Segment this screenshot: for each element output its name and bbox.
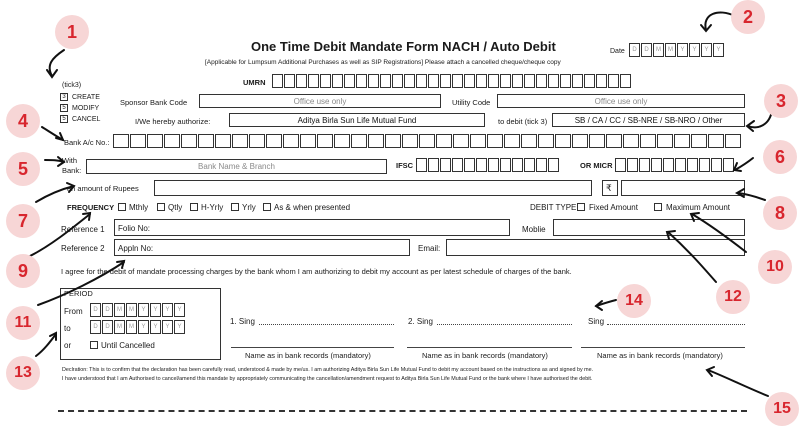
micr-label: OR MICR bbox=[580, 161, 613, 170]
date-cell[interactable]: Y bbox=[677, 43, 688, 57]
date-cell[interactable]: Y bbox=[713, 43, 724, 57]
option-mark: 5 bbox=[60, 104, 68, 112]
authorize-value: Aditya Birla Sun Life Mutual Fund bbox=[297, 116, 417, 125]
annotation-badge-7: 7 bbox=[6, 204, 40, 238]
frequency-option: Qtly bbox=[168, 203, 183, 212]
declaration-line-2: I have understood that I am Authorised to cancel/amend this mandate by appropriately communicating the cancellation/amendment request to Aditya Birla Sun Life Mutual Fund or the bank where I have authorised the debit. bbox=[62, 376, 593, 382]
annotation-badge-9: 9 bbox=[6, 254, 40, 288]
debit-type-option: Fixed Amount bbox=[589, 203, 638, 212]
date-cell[interactable]: D bbox=[629, 43, 640, 57]
option-label: CANCEL bbox=[72, 116, 101, 123]
signature2-label: 2. Sing bbox=[408, 317, 433, 326]
debit-to-label: to debit (tick 3) bbox=[498, 117, 548, 126]
utility-placeholder: Office use only bbox=[594, 97, 648, 106]
option-mark: 3 bbox=[60, 93, 68, 101]
annotation-badge-15: 15 bbox=[765, 392, 799, 426]
rupee-symbol: ₹ bbox=[606, 183, 612, 193]
signature3-label: Sing bbox=[588, 317, 605, 326]
authorize-label: I/We hereby authorize: bbox=[135, 117, 211, 126]
arrow-12 bbox=[668, 232, 716, 282]
annotation-badge-10: 10 bbox=[758, 250, 792, 284]
to-label: to bbox=[64, 324, 71, 333]
name-note-1: Name as in bank records (mandatory) bbox=[245, 351, 371, 360]
period-label: PERIOD bbox=[64, 289, 93, 298]
arrow-13 bbox=[36, 334, 56, 356]
date-cell[interactable]: M bbox=[653, 43, 664, 57]
option-label: CREATE bbox=[72, 94, 100, 101]
amount-label: an amount of Rupees bbox=[67, 184, 139, 193]
annotation-badge-6: 6 bbox=[763, 140, 797, 174]
tick-label: (tick3) bbox=[62, 82, 82, 89]
reference2-label: Reference 2 bbox=[61, 244, 105, 253]
annotation-badge-5: 5 bbox=[6, 152, 40, 186]
umrn-label: UMRN bbox=[243, 78, 266, 87]
sponsor-label: Sponsor Bank Code bbox=[120, 98, 188, 107]
annotation-badge-14: 14 bbox=[617, 284, 651, 318]
frequency-option: As & when presented bbox=[274, 203, 351, 212]
or-label: or bbox=[64, 341, 72, 350]
bank-ac-label: Bank A/c No.: bbox=[64, 138, 110, 147]
frequency-label: FREQUENCY bbox=[67, 203, 115, 212]
from-label: From bbox=[64, 307, 83, 316]
declaration-line-1: Declration: This is to confirm that the declaration has been carefully read, understood & made by me/us. I am authorizing Aditya Birla Sun Life Mutual Fund to debit my account based on the instructions as and signed by me. bbox=[62, 367, 594, 373]
to-date-grid[interactable]: D D M M Y Y Y Y bbox=[90, 320, 186, 334]
account-type-value: SB / CA / CC / SB-NRE / SB-NRO / Other bbox=[574, 116, 723, 125]
annotation-badge-4: 4 bbox=[6, 104, 40, 138]
form-title: One Time Debit Mandate Form NACH / Auto Debit bbox=[251, 39, 556, 54]
annotation-badge-12: 12 bbox=[716, 280, 750, 314]
annotation-badge-11: 11 bbox=[6, 306, 40, 340]
email-label: Email: bbox=[418, 244, 441, 253]
annotation-badge-8: 8 bbox=[763, 196, 797, 230]
arrow-10 bbox=[692, 214, 746, 252]
annotation-badge-13: 13 bbox=[6, 356, 40, 390]
form-subtitle: [Applicable for Lumpsum Additional Purchases as well as SIP Registrations] Please attach a cancelled cheque/cheque copy bbox=[205, 59, 561, 66]
debit-type-label: DEBIT TYPE bbox=[530, 203, 577, 212]
reference2-value: Appln No: bbox=[118, 244, 154, 253]
frequency-option: H-Yrly bbox=[201, 203, 224, 212]
date-cell[interactable]: Y bbox=[689, 43, 700, 57]
arrow-11 bbox=[38, 262, 124, 305]
option-label: MODIFY bbox=[72, 105, 100, 112]
sponsor-placeholder: Office use only bbox=[293, 97, 347, 106]
arrow-6 bbox=[735, 158, 753, 170]
name-note-3: Name as in bank records (mandatory) bbox=[597, 351, 723, 360]
annotation-badge-1: 1 bbox=[55, 15, 89, 49]
reference1-label: Reference 1 bbox=[61, 225, 105, 234]
frequency-option: Mthly bbox=[129, 203, 149, 212]
signature1-label: 1. Sing bbox=[230, 317, 255, 326]
date-label: Date bbox=[610, 48, 625, 55]
bank-label: Bank: bbox=[62, 166, 82, 175]
annotation-badge-3: 3 bbox=[764, 84, 798, 118]
utility-label: Utility Code bbox=[452, 98, 491, 107]
frequency-option: Yrly bbox=[242, 203, 256, 212]
mobile-label: Moblie bbox=[522, 225, 546, 234]
option-mark: 5 bbox=[60, 115, 68, 123]
ifsc-label: IFSC bbox=[396, 161, 414, 170]
arrow-15 bbox=[708, 370, 768, 396]
arrow-1 bbox=[50, 50, 64, 76]
reference1-value: Folio No: bbox=[118, 224, 151, 233]
until-cancelled-label: Until Cancelled bbox=[101, 341, 155, 350]
debit-type-option: Maximum Amount bbox=[666, 203, 731, 212]
agreement-text: I agree for the debit of mandate processing charges by the bank whom I am authorizing to debit my account as per latest schedule of charges of the bank. bbox=[61, 267, 572, 276]
name-note-2: Name as in bank records (mandatory) bbox=[422, 351, 548, 360]
with-label: With bbox=[62, 156, 77, 165]
date-cell[interactable]: M bbox=[665, 43, 676, 57]
annotation-badge-2: 2 bbox=[731, 0, 765, 34]
bank-name-placeholder: Bank Name & Branch bbox=[198, 162, 275, 171]
date-cell[interactable]: Y bbox=[701, 43, 712, 57]
from-date-grid[interactable]: D D M M Y Y Y Y bbox=[90, 303, 186, 317]
date-cell[interactable]: D bbox=[641, 43, 652, 57]
arrow-7 bbox=[36, 186, 74, 202]
